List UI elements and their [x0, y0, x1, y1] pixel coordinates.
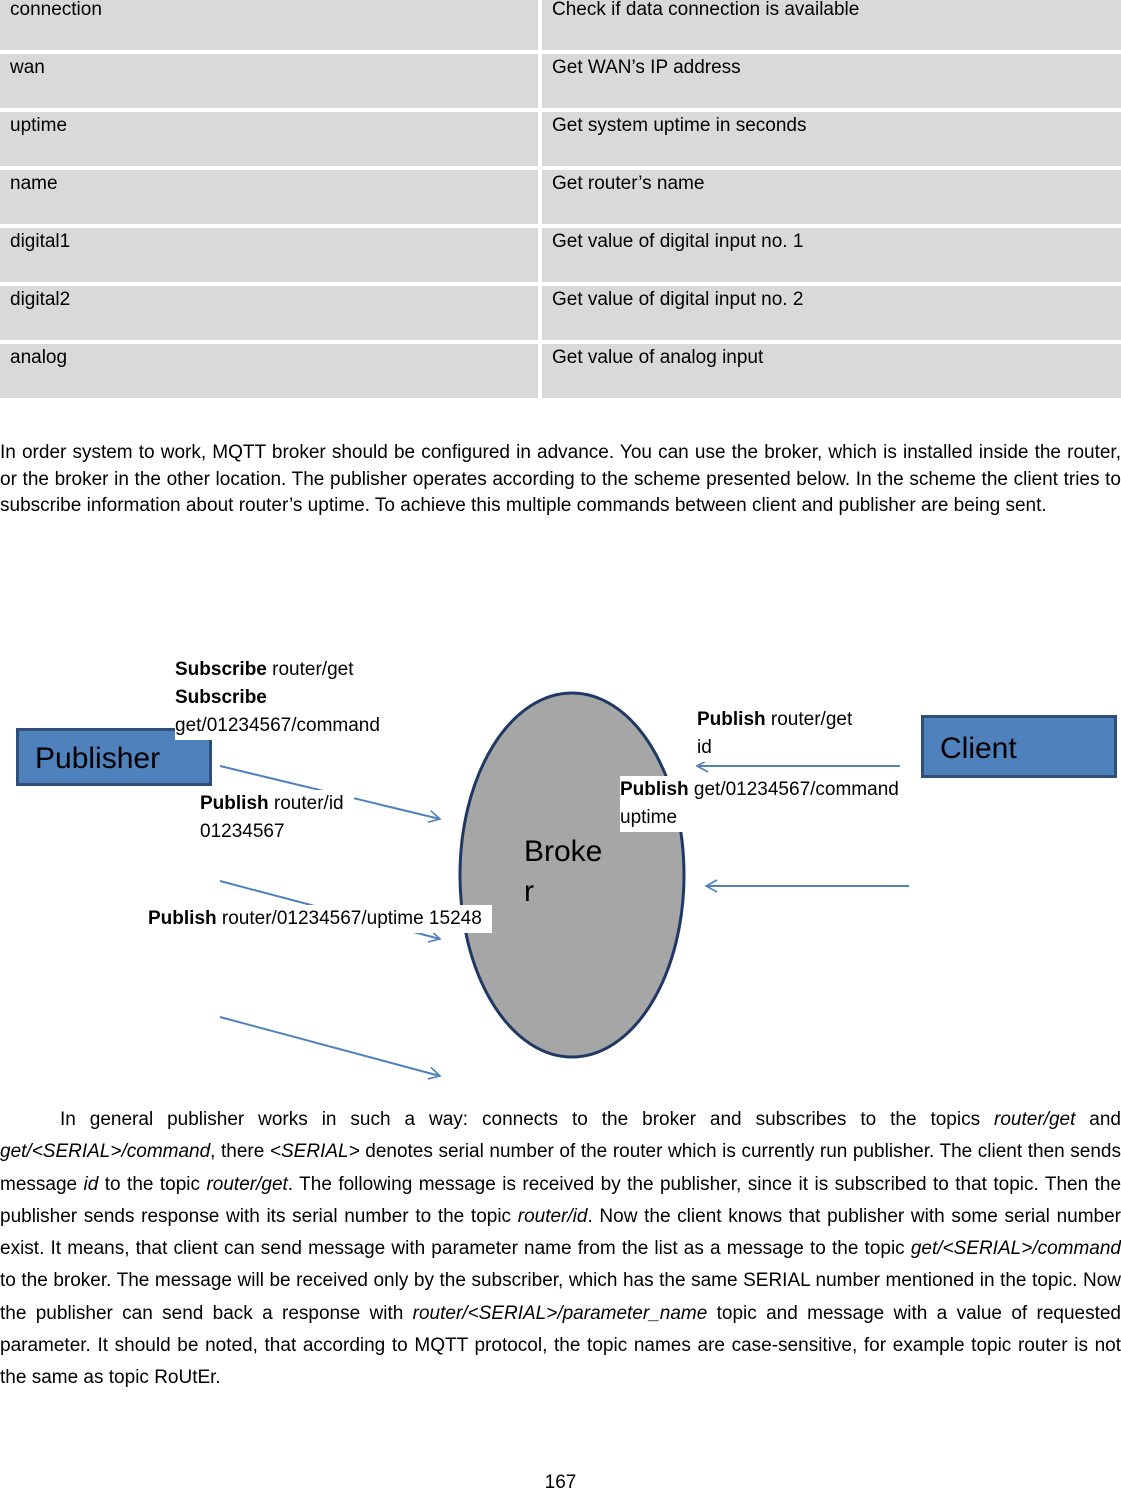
- param-desc-cell: Get value of analog input: [542, 344, 1121, 402]
- subscribe-label: Subscribe router/get Subscribe get/01234567/command: [175, 656, 390, 740]
- publish-uptime-label: Publish router/01234567/uptime 15248: [148, 905, 492, 933]
- page-number: 167: [544, 1472, 577, 1493]
- param-desc-cell: Check if data connection is available: [542, 0, 1121, 54]
- client-publish-get-label: Publish router/get id: [697, 706, 860, 762]
- param-desc-cell: Get system uptime in seconds: [542, 112, 1121, 170]
- client-box: [921, 715, 1117, 778]
- mqtt-diagram: [0, 640, 1121, 1100]
- param-name-cell: digital1: [0, 228, 542, 286]
- param-name-cell: connection: [0, 0, 542, 54]
- publish-id-label: Publish router/id 01234567: [200, 790, 354, 846]
- table-row: [0, 170, 1121, 228]
- table-row: [0, 112, 1121, 170]
- param-name-cell: name: [0, 170, 542, 228]
- table-row: [0, 228, 1121, 286]
- param-desc-cell: Get value of digital input no. 2: [542, 286, 1121, 344]
- table-row: [0, 0, 1121, 54]
- param-name-cell: wan: [0, 54, 542, 112]
- body-paragraph: In general publisher works in such a way: connects to the broker and subscribes to the topics router/get and get/<SERIAL>/command, there <SERIAL> denotes serial number of the router which is currently run publisher. The client then sends message id to the topic router/get. The following message is received by the publisher, since it is subscribed to that topic. Then the publisher sends response with its serial number to the topic router/id. Now the client knows that publisher with some serial number exist. It means, that client can send message with parameter name from the list as a message to the topic get/<SERIAL>/command to the broker. The message will be received only by the subscriber, which has the same SERIAL number mentioned in the topic. Now the publisher can send back a response with router/<SERIAL>/parameter_name topic and message with a value of requested parameter. It should be noted, that according to MQTT protocol, the topic names are case-sensitive, for example topic router is not the same as topic RoUtEr.: [0, 1109, 1121, 1389]
- param-desc-cell: Get WAN’s IP address: [542, 54, 1121, 112]
- param-name-cell: digital2: [0, 286, 542, 344]
- param-desc-cell: Get router’s name: [542, 170, 1121, 228]
- parameters-table: [0, 0, 1121, 402]
- broker-label: Broke r: [524, 835, 603, 908]
- param-desc-cell: Get value of digital input no. 1: [542, 228, 1121, 286]
- publisher-label: Publisher: [35, 742, 161, 775]
- table-row: [0, 54, 1121, 112]
- table-row: [0, 286, 1121, 344]
- param-name-cell: uptime: [0, 112, 542, 170]
- intro-paragraph: In order system to work, MQTT broker should be configured in advance. You can use the broker, which is installed inside the router, or the broker in the other location. The publisher operates according to the scheme presented below. In the scheme the client tries to subscribe information about router’s uptime. To achieve this multiple commands between client and publisher are being sent.: [0, 442, 1121, 516]
- table-row: [0, 344, 1121, 402]
- client-publish-command-label: Publish get/01234567/command uptime: [620, 776, 899, 832]
- client-label: Client: [940, 732, 1017, 765]
- param-name-cell: analog: [0, 344, 542, 402]
- arrow-publish-uptime: [220, 1017, 440, 1076]
